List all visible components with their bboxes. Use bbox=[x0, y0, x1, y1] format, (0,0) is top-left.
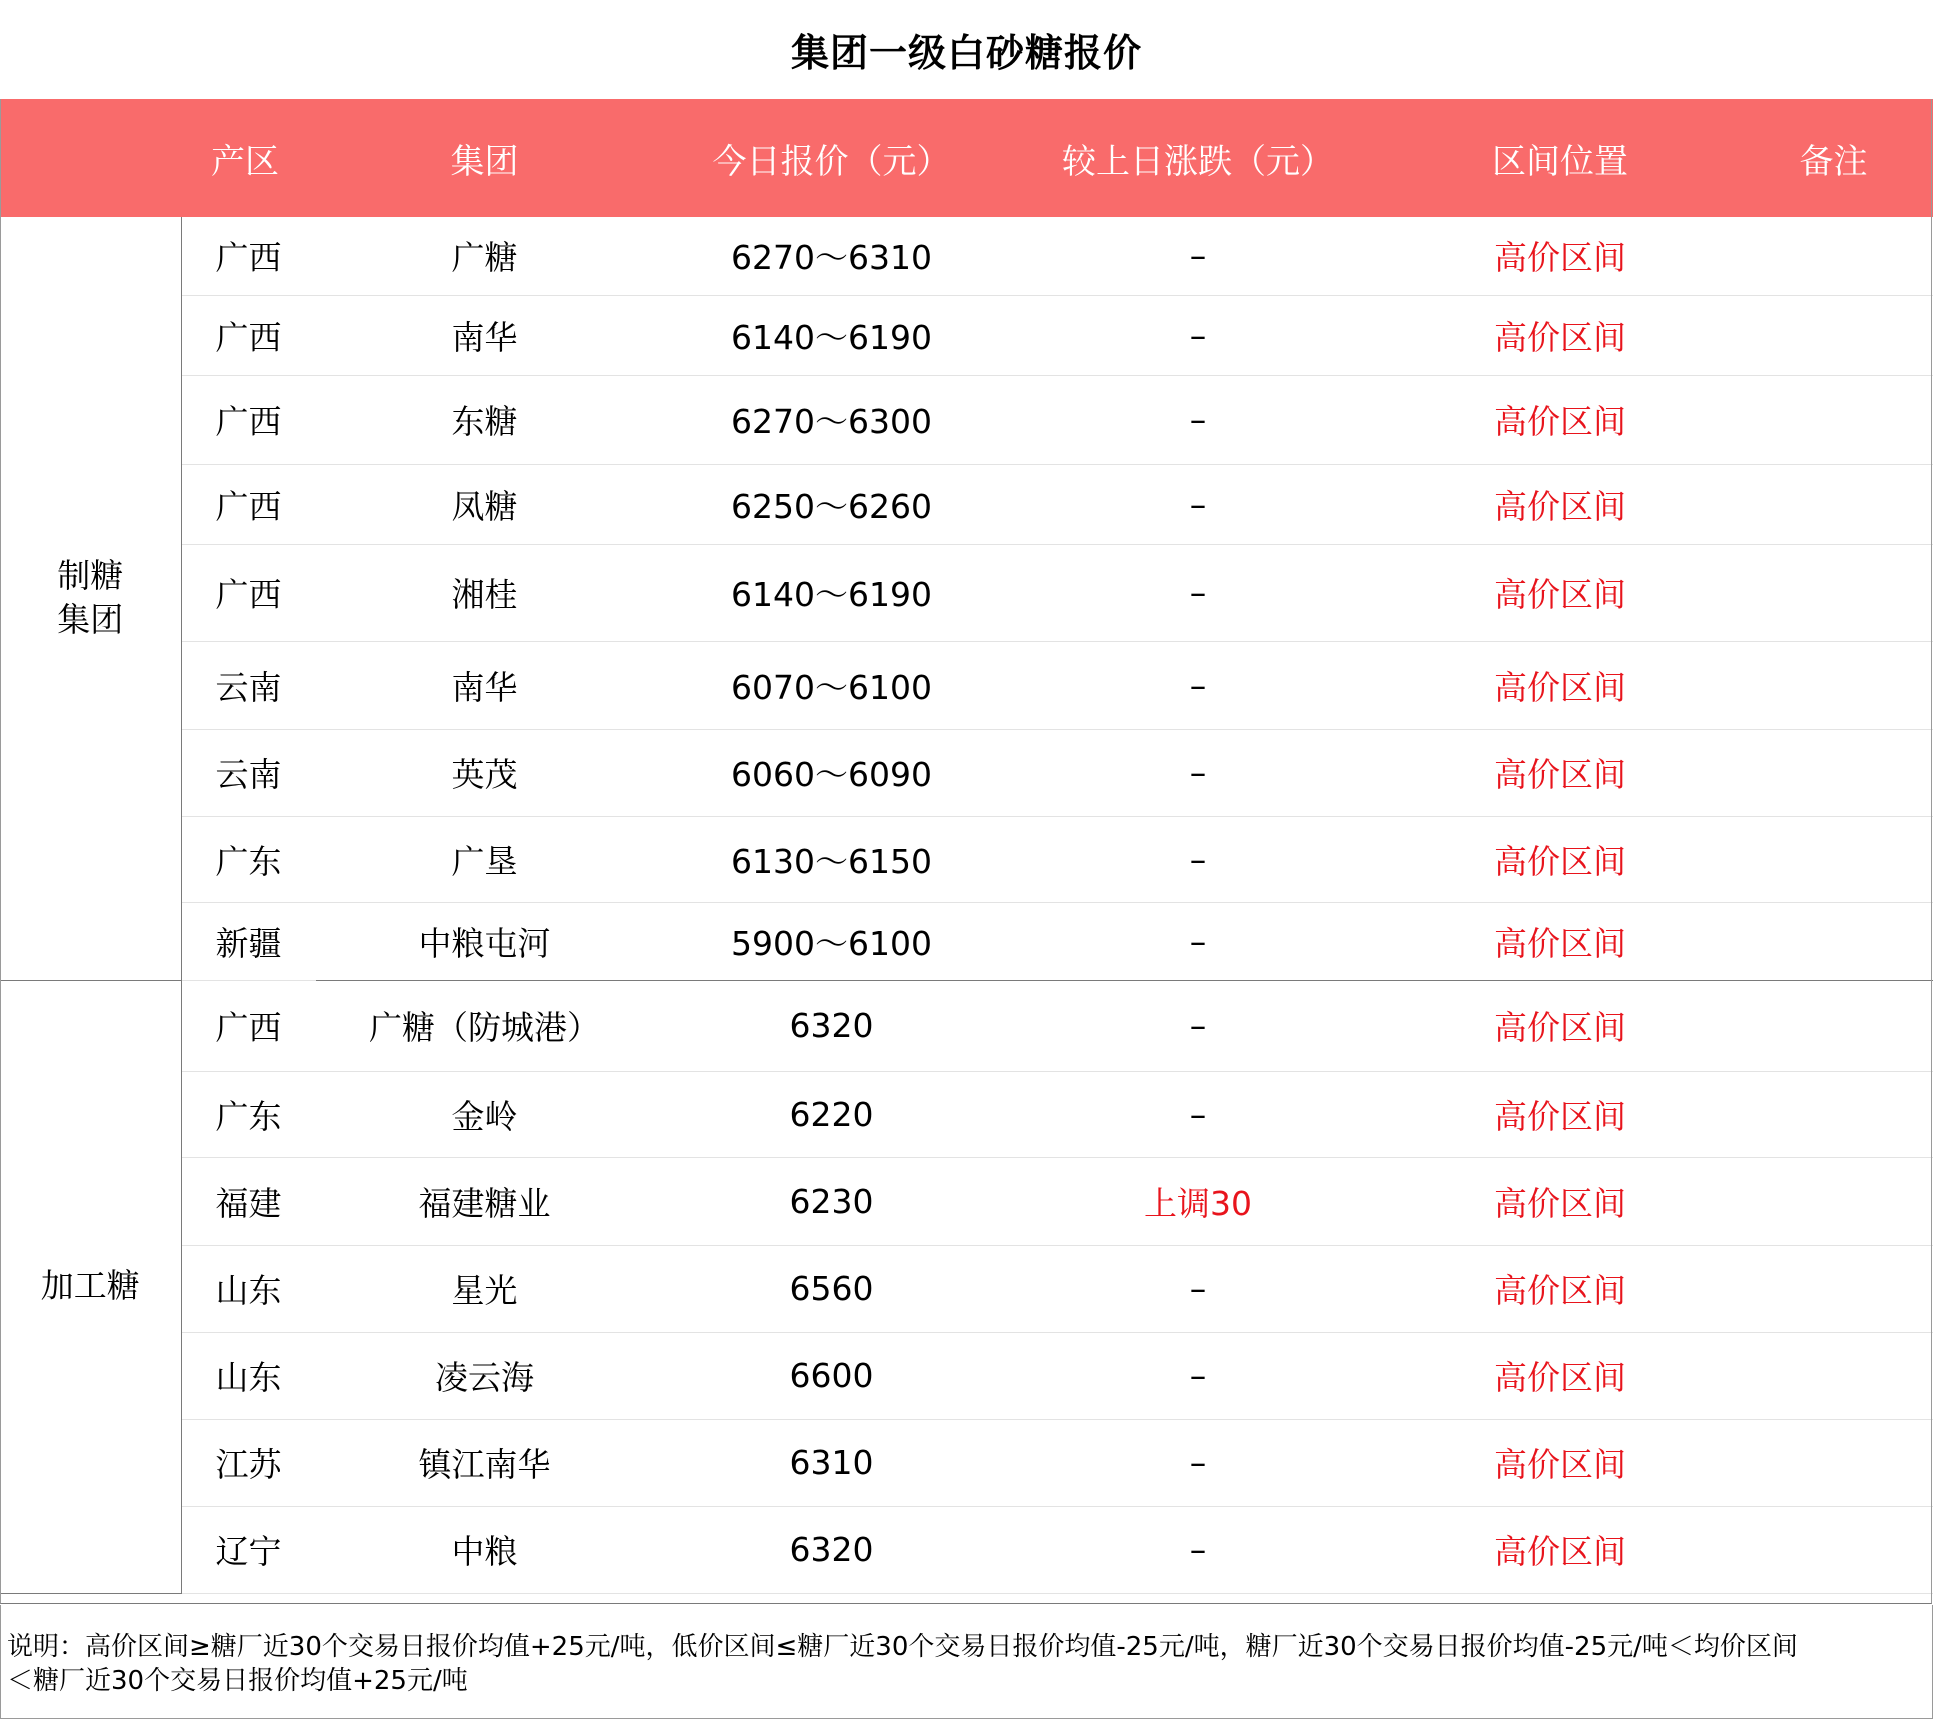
price-cell: 6060～6090 bbox=[653, 729, 1010, 816]
price-cell: 6270～6300 bbox=[653, 375, 1010, 464]
change-cell: – bbox=[1010, 1506, 1386, 1593]
change-cell: – bbox=[1010, 1071, 1386, 1157]
change-cell: – bbox=[1010, 641, 1386, 729]
region-cell: 新疆 bbox=[181, 902, 316, 980]
page-title: 集团一级白砂糖报价 bbox=[790, 31, 1142, 75]
note-cell bbox=[1734, 464, 1933, 544]
note-cell bbox=[1734, 1506, 1933, 1593]
region-cell: 云南 bbox=[181, 729, 316, 816]
price-cell: 6140～6190 bbox=[653, 295, 1010, 375]
table-row bbox=[0, 980, 1933, 1071]
header-region: 产区 bbox=[181, 99, 316, 217]
table-row bbox=[0, 641, 1933, 729]
position-cell: 高价区间 bbox=[1386, 729, 1734, 816]
position-cell: 高价区间 bbox=[1386, 1506, 1734, 1593]
table-row bbox=[0, 1157, 1933, 1245]
region-cell: 广西 bbox=[181, 295, 316, 375]
price-cell: 6230 bbox=[653, 1157, 1010, 1245]
region-cell: 广西 bbox=[181, 217, 316, 295]
price-cell: 6270～6310 bbox=[653, 217, 1010, 295]
position-cell: 高价区间 bbox=[1386, 1245, 1734, 1332]
change-cell: – bbox=[1010, 729, 1386, 816]
region-cell: 广东 bbox=[181, 816, 316, 902]
price-cell: 6250～6260 bbox=[653, 464, 1010, 544]
table-header-row bbox=[0, 99, 1933, 217]
company-cell: 南华 bbox=[316, 641, 653, 729]
table-row bbox=[0, 816, 1933, 902]
change-cell: – bbox=[1010, 1245, 1386, 1332]
region-cell: 山东 bbox=[181, 1332, 316, 1419]
table-row bbox=[0, 902, 1933, 980]
company-cell: 金岭 bbox=[316, 1071, 653, 1157]
price-cell: 6070～6100 bbox=[653, 641, 1010, 729]
company-cell: 东糖 bbox=[316, 375, 653, 464]
table-row bbox=[0, 464, 1933, 544]
note-cell bbox=[1734, 1332, 1933, 1419]
region-cell: 广西 bbox=[181, 980, 316, 1071]
position-cell: 高价区间 bbox=[1386, 641, 1734, 729]
table-row bbox=[0, 544, 1933, 641]
region-cell: 广西 bbox=[181, 375, 316, 464]
change-cell: 上调30 bbox=[1010, 1157, 1386, 1245]
note-cell bbox=[1734, 729, 1933, 816]
region-cell: 广西 bbox=[181, 464, 316, 544]
table-row bbox=[0, 729, 1933, 816]
position-cell: 高价区间 bbox=[1386, 816, 1734, 902]
footnote-line-2: ＜糖厂近30个交易日报价均值+25元/吨 bbox=[7, 1666, 468, 1696]
position-cell: 高价区间 bbox=[1386, 1419, 1734, 1506]
company-cell: 英茂 bbox=[316, 729, 653, 816]
region-cell: 广西 bbox=[181, 544, 316, 641]
company-cell: 凤糖 bbox=[316, 464, 653, 544]
company-cell: 星光 bbox=[316, 1245, 653, 1332]
change-cell: – bbox=[1010, 217, 1386, 295]
position-cell: 高价区间 bbox=[1386, 544, 1734, 641]
price-cell: 6320 bbox=[653, 980, 1010, 1071]
header-price: 今日报价（元） bbox=[653, 99, 1010, 217]
group-cell: 加工糖 bbox=[0, 980, 181, 1593]
change-cell: – bbox=[1010, 1419, 1386, 1506]
company-cell: 中粮 bbox=[316, 1506, 653, 1593]
region-cell: 山东 bbox=[181, 1245, 316, 1332]
company-cell: 福建糖业 bbox=[316, 1157, 653, 1245]
position-cell: 高价区间 bbox=[1386, 1332, 1734, 1419]
company-cell: 广垦 bbox=[316, 816, 653, 902]
price-cell: 6130～6150 bbox=[653, 816, 1010, 902]
table-row bbox=[0, 1332, 1933, 1419]
price-cell: 6220 bbox=[653, 1071, 1010, 1157]
note-cell bbox=[1734, 544, 1933, 641]
note-cell bbox=[1734, 641, 1933, 729]
note-cell bbox=[1734, 375, 1933, 464]
region-cell: 江苏 bbox=[181, 1419, 316, 1506]
change-cell: – bbox=[1010, 375, 1386, 464]
table-row bbox=[0, 375, 1933, 464]
position-cell: 高价区间 bbox=[1386, 980, 1734, 1071]
header-position: 区间位置 bbox=[1386, 99, 1734, 217]
change-cell: – bbox=[1010, 980, 1386, 1071]
change-cell: – bbox=[1010, 902, 1386, 980]
position-cell: 高价区间 bbox=[1386, 1157, 1734, 1245]
group-cell: 制糖 集团 bbox=[0, 217, 181, 980]
note-cell bbox=[1734, 217, 1933, 295]
header-spacer bbox=[0, 99, 181, 217]
note-cell bbox=[1734, 980, 1933, 1071]
position-cell: 高价区间 bbox=[1386, 902, 1734, 980]
note-cell bbox=[1734, 816, 1933, 902]
table-row bbox=[0, 295, 1933, 375]
table-row bbox=[0, 217, 1933, 295]
note-cell bbox=[1734, 902, 1933, 980]
change-cell: – bbox=[1010, 464, 1386, 544]
change-cell: – bbox=[1010, 544, 1386, 641]
position-cell: 高价区间 bbox=[1386, 464, 1734, 544]
region-cell: 云南 bbox=[181, 641, 316, 729]
company-cell: 镇江南华 bbox=[316, 1419, 653, 1506]
change-cell: – bbox=[1010, 295, 1386, 375]
position-cell: 高价区间 bbox=[1386, 217, 1734, 295]
company-cell: 中粮屯河 bbox=[316, 902, 653, 980]
table-row bbox=[0, 1419, 1933, 1506]
price-cell: 6140～6190 bbox=[653, 544, 1010, 641]
price-cell: 6600 bbox=[653, 1332, 1010, 1419]
change-cell: – bbox=[1010, 816, 1386, 902]
region-cell: 广东 bbox=[181, 1071, 316, 1157]
header-note: 备注 bbox=[1734, 99, 1933, 217]
position-cell: 高价区间 bbox=[1386, 1071, 1734, 1157]
footnote-line-1: 说明：高价区间≥糖厂近30个交易日报价均值+25元/吨，低价区间≤糖厂近30个交易日报价均值-25元/吨，糖厂近30个交易日报价均值-25元/吨＜均价区间 bbox=[7, 1632, 1798, 1662]
price-cell: 5900～6100 bbox=[653, 902, 1010, 980]
note-cell bbox=[1734, 1245, 1933, 1332]
note-cell bbox=[1734, 1419, 1933, 1506]
price-cell: 6560 bbox=[653, 1245, 1010, 1332]
company-cell: 湘桂 bbox=[316, 544, 653, 641]
footnote bbox=[0, 1605, 1933, 1719]
note-cell bbox=[1734, 295, 1933, 375]
region-cell: 福建 bbox=[181, 1157, 316, 1245]
position-cell: 高价区间 bbox=[1386, 295, 1734, 375]
note-cell bbox=[1734, 1071, 1933, 1157]
region-cell: 辽宁 bbox=[181, 1506, 316, 1593]
table-row bbox=[0, 1071, 1933, 1157]
position-cell: 高价区间 bbox=[1386, 375, 1734, 464]
note-cell bbox=[1734, 1157, 1933, 1245]
price-cell: 6310 bbox=[653, 1419, 1010, 1506]
price-cell: 6320 bbox=[653, 1506, 1010, 1593]
company-cell: 广糖（防城港） bbox=[316, 980, 653, 1071]
company-cell: 广糖 bbox=[316, 217, 653, 295]
header-company: 集团 bbox=[316, 99, 653, 217]
table-row bbox=[0, 1245, 1933, 1332]
company-cell: 南华 bbox=[316, 295, 653, 375]
header-change: 较上日涨跌（元） bbox=[1010, 99, 1386, 217]
company-cell: 凌云海 bbox=[316, 1332, 653, 1419]
table-row bbox=[0, 1506, 1933, 1593]
price-table bbox=[0, 99, 1933, 1594]
change-cell: – bbox=[1010, 1332, 1386, 1419]
